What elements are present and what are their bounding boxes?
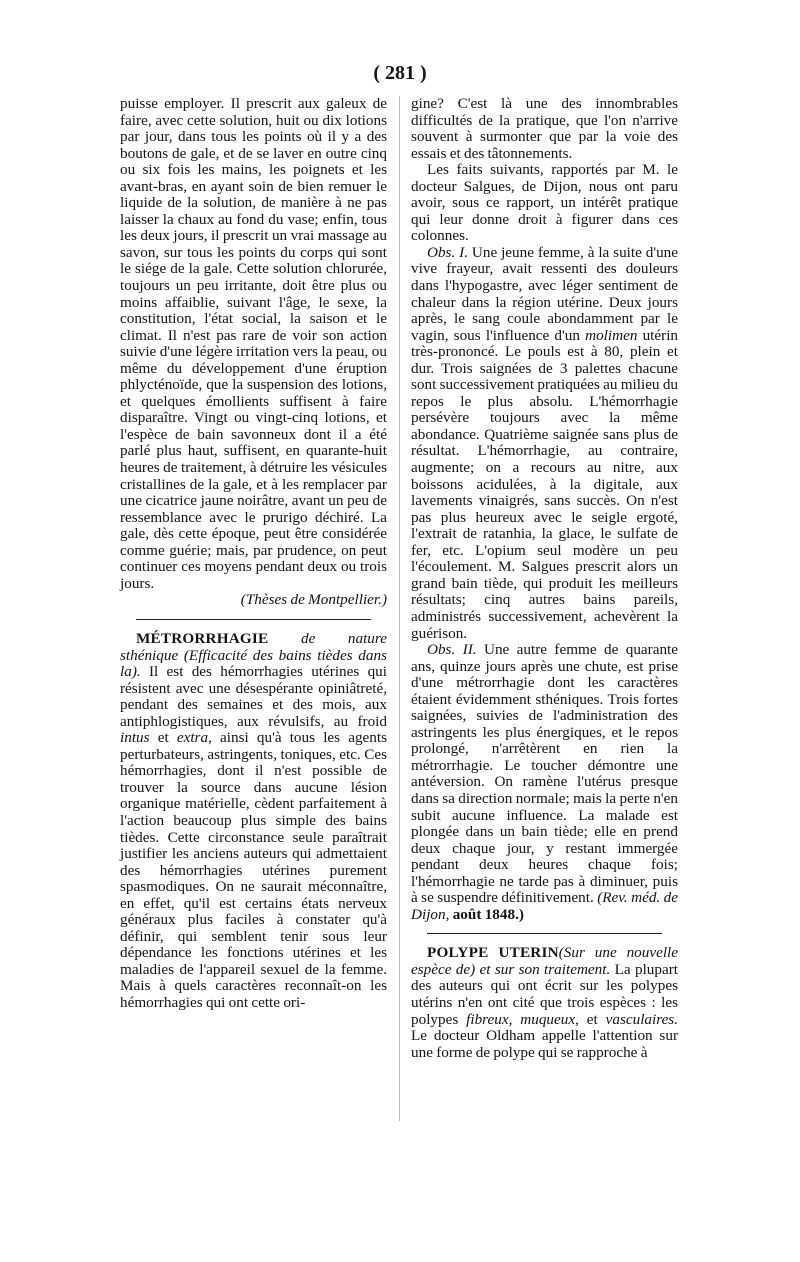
metrorrhagia-article bbox=[120, 631, 387, 1012]
term-vasculaires: vasculaires. bbox=[605, 1010, 679, 1028]
polyp-article bbox=[411, 945, 678, 1061]
metrorrhagia-text-a: Il est des hémorrhagies utérines qui résistent avec une désespérante opiniâtreté, pendant des semaines et des mois, aux antiphlogistiques, aux révulsifs, au froid bbox=[120, 663, 387, 730]
term-muqueux: muqueux, bbox=[520, 1010, 579, 1028]
obs2-citation: (Rev. méd. de Dijon, bbox=[411, 889, 678, 923]
polyp-text-b: Le docteur Oldham appelle l'attention sur une forme de polype qui se rapproche à bbox=[411, 1027, 678, 1061]
polyp-text-a: La plupart des auteurs qui ont écrit sur les polypes utérins n'en ont cité que trois espèces : les polypes bbox=[411, 960, 678, 1028]
observation-1 bbox=[411, 245, 678, 642]
obs2-date: août 1848.) bbox=[452, 905, 524, 923]
polyp-heading-italic: (Sur une nouvelle espèce de) et sur son traitement. bbox=[411, 944, 679, 978]
metrorrhagia-heading-italic: de nature sthénique (Efficacité des bains tièdes dans la). bbox=[120, 629, 387, 681]
page-number: ( 281 ) bbox=[373, 62, 427, 84]
left-column bbox=[120, 96, 387, 1012]
right-paragraph-intro: Les faits suivants, rapportés par M. le docteur Salgues, de Dijon, nous ont paru avoir, sous ce rapport, un intérêt pratique qui leur donne droit à figurer dans ces colonnes. bbox=[411, 161, 678, 245]
term-fibreux: fibreux, bbox=[466, 1010, 513, 1028]
observation-2 bbox=[411, 642, 678, 923]
word-et-right: et bbox=[586, 1010, 598, 1028]
left-paragraph-scabies: puisse employer. Il prescrit aux galeux de faire, avec cette solution, huit ou dix lotions par jour, dans tous les points où il y a des boutons de gale, et de se laver en outre cinq ou six fois les mains, les poignets et les avant-bras, en ayant soin de bien remuer le liquide de la solution, de manière à ne pas laisser la chaux au fond du vase; enfin, tous les deux jours, il prescrit un vrai massage au savon, sur tous les points du corps qui sont le siége de la gale. Cette solution chlorurée, toujours un peu irritante, doit être plus ou moins affaiblie, suivant l'âge, le sexe, la constitution, l'état social, la saison et le climat. Il n'est pas rare de voir son action suivie d'une légère irritation vers la peau, ou même du développement d'une éruption phlycténoïde, que la suspension des lotions, et quelques émollients suffisent à faire disparaître. Vingt ou vingt-cinq lotions, et l'espèce de bain savonneux dont il a été parlé plus haut, suffisent, en quarante-huit heures de traitement, à détruire les vésicules cristallines de la gale, et à les remplacer par une cicatrice jaune noirâtre, avant un peu de ressemblance avec le prurigo déchiré. La gale, dès cette époque, peut être considérée comme guérie; mais, par prudence, on peut continuer ces moyens pendant deux ou trois jours. bbox=[120, 95, 387, 592]
term-molimen: molimen bbox=[585, 326, 638, 344]
metrorrhagia-heading: MÉTRORRHAGIE bbox=[136, 629, 269, 647]
left-citation: (Thèses de Montpellier.) bbox=[240, 591, 387, 609]
polyp-heading: POLYPE UTERIN bbox=[427, 944, 559, 962]
right-paragraph-continuation: gine? C'est là une des innombrables difficultés de la pratique, que l'on n'arrive souvent à surmonter que par la voie des essais et des tâtonnements. bbox=[411, 95, 678, 162]
obs1-text-b: utérin très-prononcé. Le pouls est à 80, plein et dur. Trois saignées de 3 palettes chacune sont successivement pratiquées au milieu du repos le plus absolu. L'hémorrhagie persévère toujours avec la même abondance. Quatrième saignée sans plus de résultat. L'hémorrhagie, au contraire, augmente; on a recours au nitre, aux boissons acidulées, à la digitale, aux lavements vinaigrés, sans succès. On n'est pas plus heureux avec le seigle ergoté, l'extrait de ratanhia, la glace, le sulfate de fer, etc. L'opium seul modère un peu l'écoulement. M. Salgues prescrit alors un grand bain tiède, qui produit les meilleurs résultats; cinq autres bains pareils, administrés successivement, achevèrent la guérison. bbox=[411, 326, 679, 642]
obs1-label: Obs. I. bbox=[427, 243, 469, 261]
right-column bbox=[411, 96, 678, 1061]
obs1-text-a: Une jeune femme, à la suite d'une vive frayeur, avait ressenti des douleurs dans l'hypogastre, avec léger sentiment de chaleur dans la région utérine. Deux jours après, le sang coule abondamment par le vagin, sous l'influence d'un bbox=[411, 243, 679, 344]
section-divider-right bbox=[427, 933, 662, 934]
obs2-text: Une autre femme de quarante ans, quinze jours après une chute, est prise d'une métrorrhagie dont les caractères étaient évidemment sthéniques. Trois fortes saignées, suivies de l'administration des astringents les plus énergiques, et le repos prolongé, n'arrêtèrent en rien la métrorrhagie. Le toucher démontre une antéversion. On ramène l'utérus presque dans sa direction normale; mais la perte n'en subit aucune influence. La malade est plongée dans un bain tiède; elle en prend deux chaque jour, y restant immergée pendant deux heures chaque fois; l'hémorrhagie ne tarde pas à diminuer, puis à se suspendre définitivement. bbox=[411, 641, 679, 907]
obs2-label: Obs. II. bbox=[427, 641, 477, 659]
metrorrhagia-text-b: ainsi qu'à tous les agents perturbateurs, astringents, toniques, etc. Ces hémorrhagies, dont il n'est possible de trouver la source dans aucune lésion organique matérielle, cèdent parfaitement à l'action beaucoup plus simple des bains tièdes. Cette circonstance seule paraîtrait justifier les anciens auteurs qui admettaient des hémorrhagies utérines purement spasmodiques. On ne saurait méconnaître, en effet, qu'il est certains états nerveux généraux plus faciles à constater qu'à définir, qui semblent tenir sous leur dépendance les fonctions utérines et les maladies de l'appareil sexuel de la femme. Mais à quels caractères reconnaît-on les hémorrhagies qui ont cette ori- bbox=[120, 729, 388, 1011]
column-separator bbox=[399, 96, 400, 1121]
word-et: et bbox=[157, 729, 169, 747]
section-divider bbox=[136, 619, 371, 620]
term-extra: extra, bbox=[176, 729, 212, 747]
term-intus: intus bbox=[120, 729, 150, 747]
